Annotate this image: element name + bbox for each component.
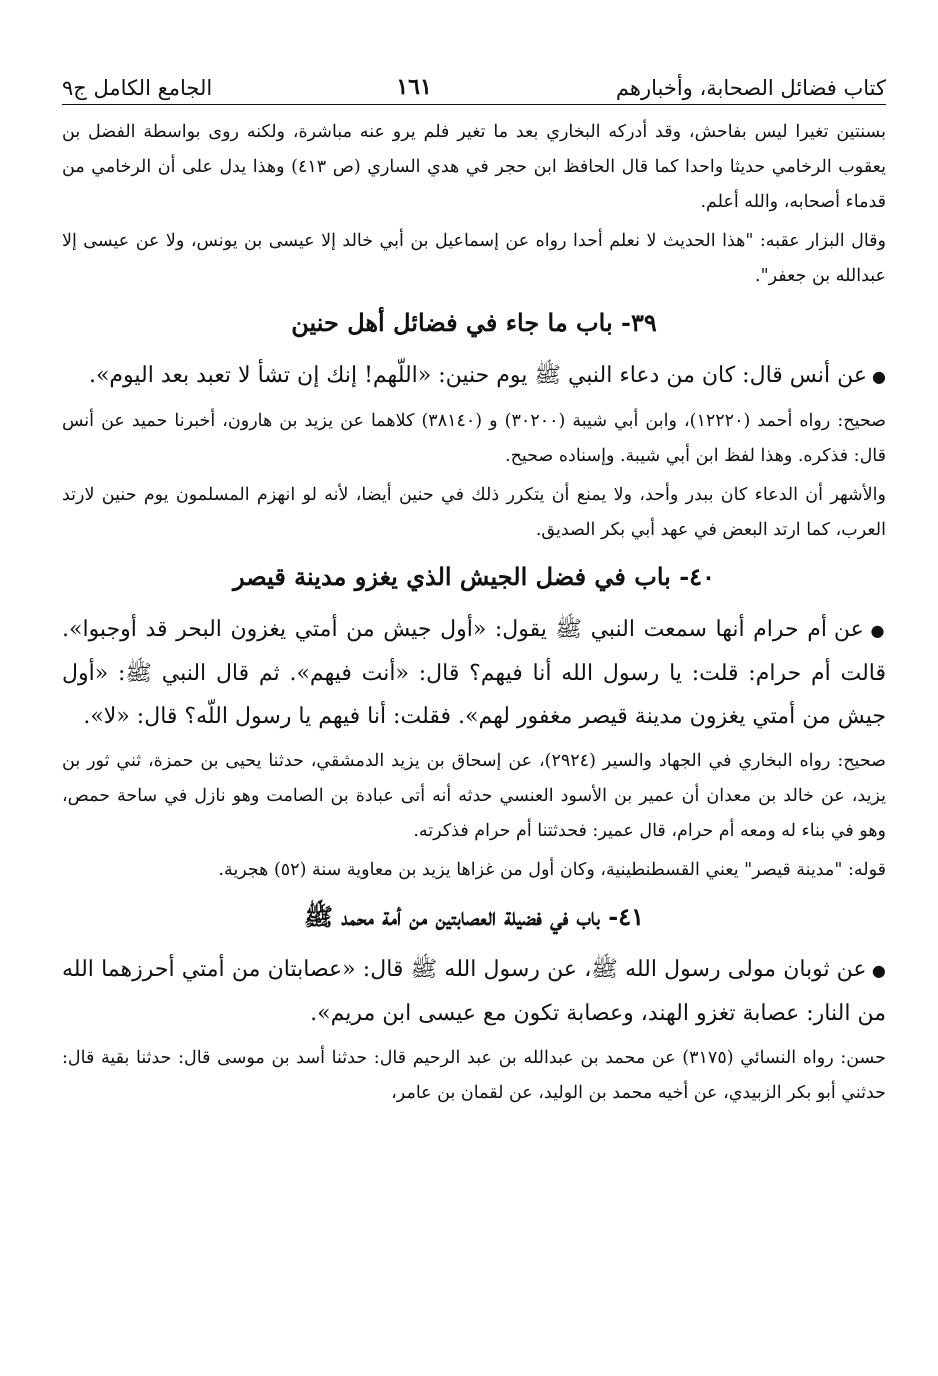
commentary-paragraph: قوله: "مدينة قيصر" يعني القسطنطينية، وكان أول من غزاها يزيد بن معاوية سنة (٥٢) هجرية.: [218, 860, 886, 880]
commentary-paragraph: بسنتين تغيرا ليس بفاحش، وقد أدركه البخاري بعد ما تغير فلم يرو عنه مباشرة، ولكنه روى بواسطة الفضل بن يعقوب الرخامي حديثا واحدا كما قال الحافظ ابن حجر في هدي الساري (ص ٤١٣) وهذا يدل على أن الرخامي من قدماء أصحابه، والله أعلم.: [62, 122, 886, 212]
commentary-paragraph: وقال البزار عقبه: "هذا الحديث لا نعلم أحدا رواه عن إسماعيل بن أبي خالد إلا عيسى بن يونس، ولا عن عيسى إلا عبدالله بن جعفر".: [62, 231, 886, 286]
commentary-paragraph: حسن: رواه النسائي (٣١٧٥) عن محمد بن عبدالله بن عبد الرحيم قال: حدثنا أسد بن موسى قال: حدثنا بقية قال: حدثني أبو بكر الزبيدي، عن أخيه محمد بن الوليد، عن لقمان بن عامر،: [62, 1048, 886, 1103]
page-content: [62, 115, 886, 1111]
page-number: ١٦١: [396, 74, 432, 100]
commentary-paragraph: والأشهر أن الدعاء كان ببدر وأحد، ولا يمنع أن يتكرر ذلك في حنين أيضا، لأنه لو انهزم المسلمون يوم حنين لارتد العرب، كما ارتد البعض في عهد أبي بكر الصديق.: [62, 485, 886, 540]
hadith-text: ● عن أم حرام أنها سمعت النبي ﷺ يقول: «أول جيش من أمتي يغزون البحر قد أوجبوا». قالت أم حرام: قلت: يا رسول الله أنا فيهم؟ قال: «أنت فيهم». ثم قال النبي ﷺ: «أول جيش من أمتي يغزون مدينة قيصر مغفور لهم». فقلت: أنا فيهم يا رسول اللّه؟ قال: «لا».: [62, 608, 886, 738]
chapter-heading: ٤١- باب في فضيلة العصابتين من أمة محمد ﷺ: [304, 902, 644, 931]
page-header: [62, 62, 886, 105]
chapter-heading: ٣٩- باب ما جاء في فضائل أهل حنين: [291, 308, 657, 337]
chapter-heading: ٤٠- باب في فضل الجيش الذي يغزو مدينة قيصر: [233, 562, 715, 591]
hadith-text: ● عن أنس قال: كان من دعاء النبي ﷺ يوم حنين: «اللّهم! إنك إن تشأ لا تعبد بعد اليوم».: [62, 354, 886, 398]
volume-label: الجامع الكامل ج٩: [62, 76, 213, 100]
commentary-paragraph: صحيح: رواه أحمد (١٢٢٢٠)، وابن أبي شيبة (٣٠٢٠٠) و (٣٨١٤٠) كلاهما عن يزيد بن هارون، أخبرنا حميد عن أنس قال: فذكره. وهذا لفظ ابن أبي شيبة. وإسناده صحيح.: [62, 411, 887, 466]
book-title: كتاب فضائل الصحابة، وأخبارهم: [615, 76, 886, 100]
commentary-paragraph: صحيح: رواه البخاري في الجهاد والسير (٢٩٢٤)، عن إسحاق بن يزيد الدمشقي، حدثنا يحيى بن حمزة، ثني ثور بن يزيد، عن خالد بن معدان أن عمير بن الأسود العنسي حدثه أنه أتى عبادة بن الصامت وهو نازل في ساحة حمص، وهو في بناء له ومعه أم حرام، قال عمير: فحدثتنا أم حرام فذكرته.: [62, 751, 886, 841]
hadith-text: ● عن ثوبان مولى رسول الله ﷺ، عن رسول الله ﷺ قال: «عصابتان من أمتي أحرزهما الله من النار: عصابة تغزو الهند، وعصابة تكون مع عيسى ابن مريم».: [62, 948, 886, 1035]
